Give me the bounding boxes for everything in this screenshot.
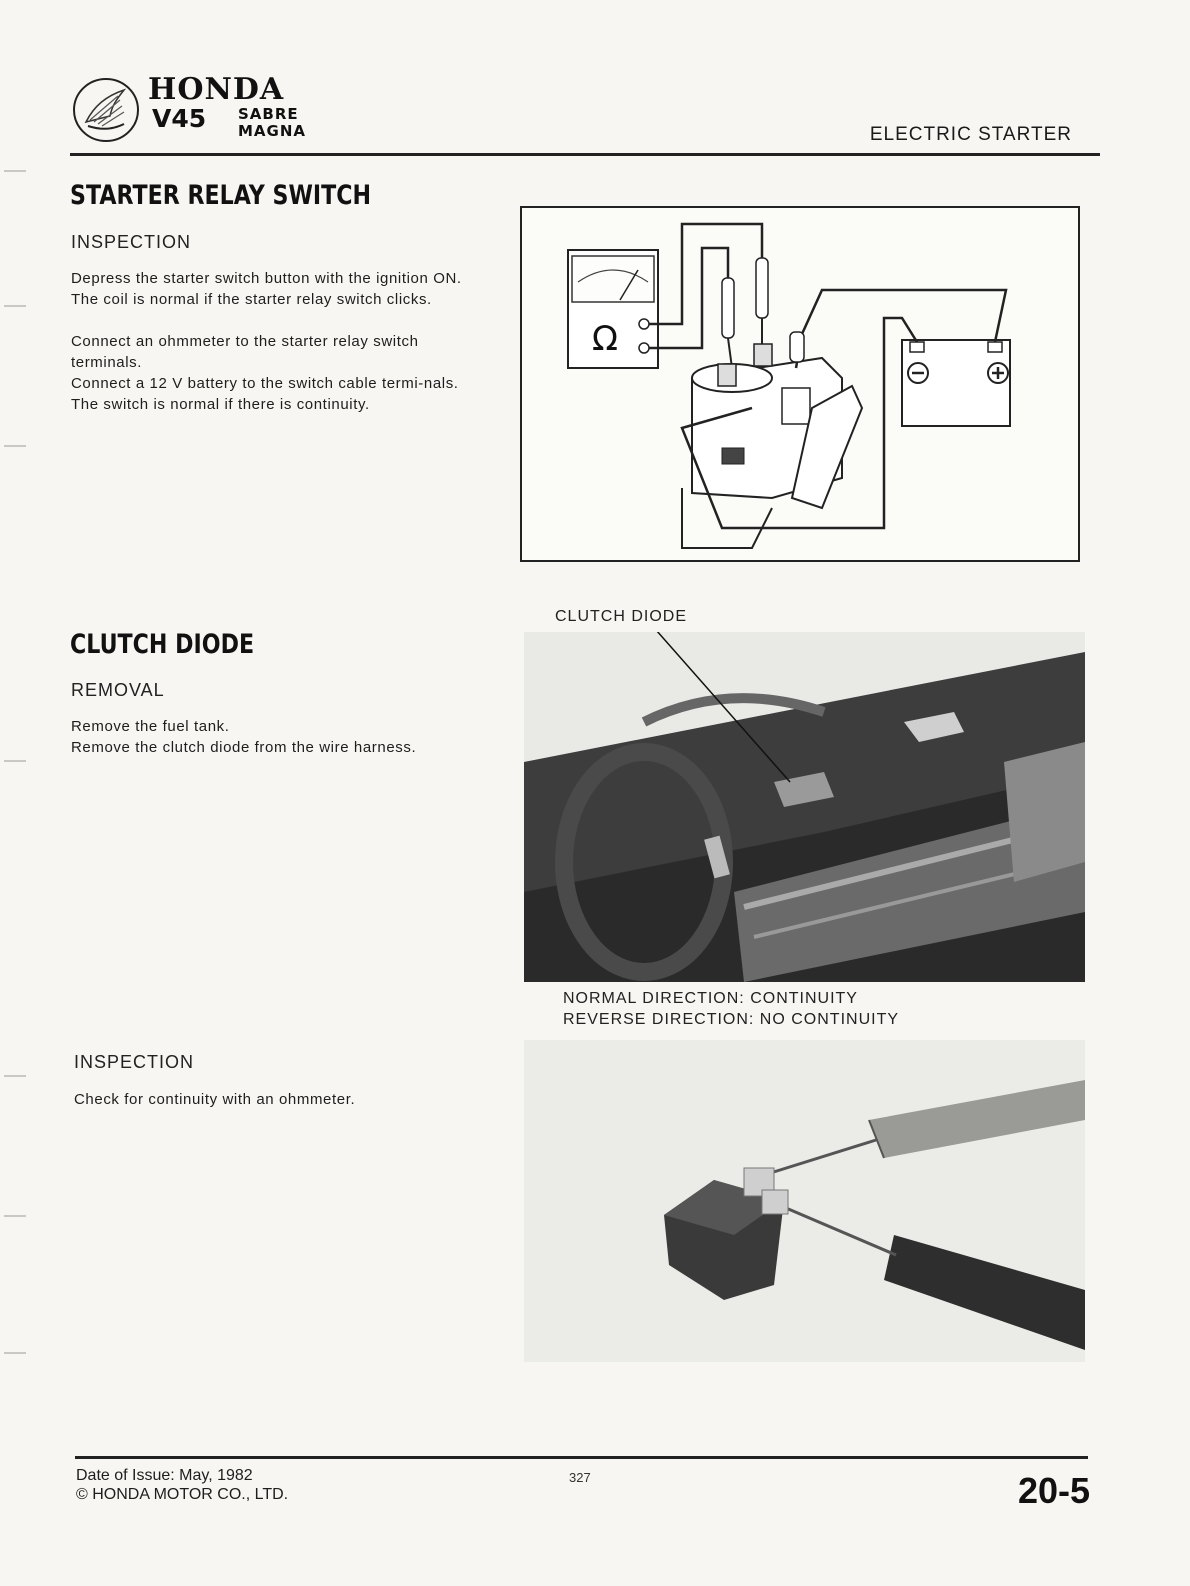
starter-relay-inspection-subhead: INSPECTION: [71, 232, 192, 252]
section-page-number: 20-5: [1017, 1470, 1090, 1511]
variant-magna: MAGNA: [238, 122, 307, 140]
removal-step-fuel-tank: Remove the fuel tank.: [71, 718, 230, 735]
honda-wing-logo: [72, 76, 140, 144]
variant-sabre: SABRE: [238, 105, 299, 123]
clutch-diode-heading: CLUTCH DIODE: [70, 629, 255, 660]
copyright: © HONDA MOTOR CO., LTD.: [76, 1486, 289, 1503]
battery-icon: [902, 340, 1010, 426]
ohm-symbol: Ω: [592, 319, 618, 359]
clutch-diode-inspection-text: Check for continuity with an ohmmeter.: [74, 1091, 356, 1108]
binding-mark: [4, 445, 26, 447]
footer-rule: [75, 1456, 1088, 1459]
binding-mark: [4, 170, 26, 172]
starter-relay-instructions: [71, 268, 486, 415]
clutch-diode-location-photo: [524, 632, 1085, 982]
binding-mark: [4, 1352, 26, 1354]
issue-date: Date of Issue: May, 1982: [76, 1467, 253, 1484]
relay-step-depress: Depress the starter switch button with the ignition ON.: [71, 270, 462, 287]
relay-step-continuity: The switch is normal if there is continuity.: [71, 396, 370, 413]
binding-mark: [4, 760, 26, 762]
reverse-direction-spec: REVERSE DIRECTION: NO CONTINUITY: [563, 1011, 900, 1028]
clutch-diode-removal-subhead: REMOVAL: [71, 680, 165, 700]
model-variants: [238, 106, 306, 140]
diode-continuity-test-photo: [524, 1040, 1085, 1362]
binding-mark: [4, 305, 26, 307]
relay-step-ohmmeter: Connect an ohmmeter to the starter relay switch terminals.: [71, 333, 419, 371]
binding-mark: [4, 1215, 26, 1217]
model-name: V45: [152, 104, 207, 133]
clutch-diode-removal-steps: [71, 716, 491, 758]
footer-issue-info: [76, 1466, 288, 1504]
ohmmeter-icon: [568, 250, 658, 368]
relay-test-diagram: [520, 206, 1080, 562]
starter-relay-drawing: [682, 344, 862, 548]
continuity-specs: [563, 988, 899, 1030]
clutch-diode-callout: CLUTCH DIODE: [555, 608, 688, 625]
header-rule: [70, 153, 1100, 156]
clutch-diode-inspection-subhead: INSPECTION: [74, 1052, 195, 1072]
normal-direction-spec: NORMAL DIRECTION: CONTINUITY: [563, 990, 858, 1007]
relay-step-coil: The coil is normal if the starter relay switch clicks.: [71, 291, 432, 308]
page-number: 327: [569, 1470, 591, 1485]
removal-step-diode: Remove the clutch diode from the wire harness.: [71, 739, 417, 756]
brand-name: HONDA: [148, 72, 285, 107]
relay-step-battery: Connect a 12 V battery to the switch cable termi-nals.: [71, 375, 459, 392]
section-title: ELECTRIC STARTER: [869, 124, 1072, 145]
binding-mark: [4, 1075, 26, 1077]
starter-relay-heading: STARTER RELAY SWITCH: [70, 180, 372, 211]
